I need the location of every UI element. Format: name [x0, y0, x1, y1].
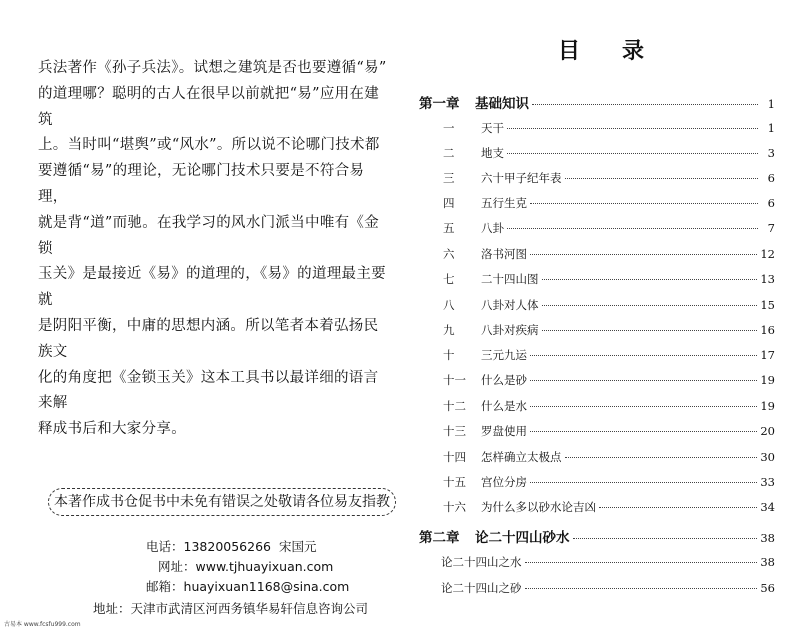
- toc-number: 七: [443, 272, 455, 286]
- toc-entry-title: 三元九运: [481, 348, 527, 362]
- leader-dots: [530, 482, 757, 483]
- toc-page-number: 6: [767, 196, 775, 210]
- toc-page-number: 17: [760, 348, 775, 362]
- leader-dots: [542, 279, 758, 280]
- paragraph-line: 玉关》是最接近《易》的道理的，《易》的道理最主要就: [38, 266, 386, 309]
- leader-dots: [525, 588, 758, 589]
- contact-name: 宋国元: [278, 539, 317, 554]
- toc-number: 一: [443, 121, 455, 135]
- toc-entry[interactable]: [419, 145, 775, 161]
- toc-number: 十: [443, 348, 455, 362]
- toc-entry-title: 地支: [481, 146, 504, 160]
- paragraph-line: 兵法著作《孙子兵法》。试想之建筑是否也要遵循“易”: [38, 60, 387, 76]
- toc-entry-title: 什么是水: [481, 399, 527, 413]
- toc-number: 十六: [443, 500, 466, 514]
- toc-entry-title: 宫位分房: [481, 475, 527, 489]
- email-link[interactable]: huayixuan1168@sina.com: [183, 579, 350, 594]
- body-paragraph: [38, 56, 388, 443]
- toc-number: 第二章: [419, 530, 460, 546]
- website-label: 网址：: [158, 559, 196, 574]
- right-page: [405, 0, 793, 631]
- toc-entry[interactable]: [419, 246, 775, 262]
- toc-page-number: 16: [760, 323, 775, 337]
- toc-number: 十三: [443, 424, 466, 438]
- toc-entry[interactable]: [419, 580, 775, 596]
- toc-chapter[interactable]: [419, 92, 775, 112]
- toc-entry-title: 论二十四山之砂: [441, 581, 522, 595]
- toc-page-number: 12: [760, 247, 775, 261]
- toc-number: 八: [443, 298, 455, 312]
- toc-page-number: 30: [760, 450, 775, 464]
- toc-entry-title: 八卦对疾病: [481, 323, 539, 337]
- phone-number[interactable]: 13820056266: [183, 539, 271, 554]
- toc-entry[interactable]: [419, 372, 775, 388]
- leader-dots: [565, 178, 759, 179]
- toc-page-number: 38: [760, 555, 775, 569]
- toc-number: 二: [443, 146, 455, 160]
- toc-entry[interactable]: [419, 499, 775, 515]
- toc-page-number: 19: [760, 399, 775, 413]
- toc-entry[interactable]: [419, 398, 775, 414]
- paragraph-line: 化的角度把《金锁玉关》这本工具书以最详细的语言来解: [38, 369, 379, 412]
- toc-number: 十一: [443, 373, 466, 387]
- leader-dots: [530, 203, 758, 204]
- toc-entry[interactable]: [419, 271, 775, 287]
- paragraph-line: 就是背“道”而驰。在我学习的风水门派当中唯有《金锁: [38, 214, 380, 257]
- leader-dots: [530, 380, 757, 381]
- toc-entry[interactable]: [419, 195, 775, 211]
- watermark: 古易本 www.fcsfu999.com: [4, 621, 81, 628]
- paragraph-line: 的道理哪？聪明的古人在很早以前就把“易”应用在建筑: [38, 85, 380, 128]
- toc-page-number: 33: [760, 475, 775, 489]
- toc-entry-title: 八卦对人体: [481, 298, 539, 312]
- toc-entry[interactable]: [419, 297, 775, 313]
- toc-page-number: 15: [760, 298, 775, 312]
- toc-page-number: 56: [760, 581, 775, 595]
- toc-entry[interactable]: [419, 423, 775, 439]
- leader-dots: [530, 254, 757, 255]
- paragraph-line: 是阴阳平衡，中庸的思想内涵。所以笔者本着弘扬民族文: [38, 317, 379, 360]
- toc-entry-title: 论二十四山砂水: [475, 530, 570, 546]
- leader-dots: [525, 562, 758, 563]
- leader-dots: [542, 330, 758, 331]
- toc-title: 目录: [558, 39, 687, 64]
- toc-entry-title: 为什么多以砂水论吉凶: [481, 500, 596, 514]
- toc-page-number: 38: [760, 531, 775, 545]
- toc-number: 五: [443, 221, 455, 235]
- leader-dots: [573, 538, 758, 539]
- toc-entry-title: 论二十四山之水: [441, 555, 522, 569]
- toc-entry-title: 罗盘使用: [481, 424, 527, 438]
- leader-dots: [530, 355, 757, 356]
- toc-entry-title: 怎样确立太极点: [481, 450, 562, 464]
- toc-page-number: 34: [760, 500, 775, 514]
- toc-entry[interactable]: [419, 449, 775, 465]
- toc-entry-title: 天干: [481, 121, 504, 135]
- leader-dots: [507, 153, 758, 154]
- toc-entry-title: 六十甲子纪年表: [481, 171, 562, 185]
- toc-page-number: 7: [767, 221, 775, 235]
- toc-entry-title: 洛书河图: [481, 247, 527, 261]
- toc-chapter[interactable]: [419, 526, 775, 546]
- toc-page-number: 6: [767, 171, 775, 185]
- toc-entry[interactable]: [419, 322, 775, 338]
- paragraph-line: 释成书后和大家分享。: [38, 421, 186, 438]
- email-label: 邮箱：: [146, 579, 184, 594]
- leader-dots: [507, 228, 758, 229]
- toc-number: 六: [443, 247, 455, 261]
- errata-notice-box: 本著作成书仓促书中未免有错误之处敬请各位易友指教: [48, 488, 396, 516]
- toc-number: 三: [443, 171, 455, 185]
- toc-entry-title: 基础知识: [475, 96, 529, 112]
- toc-entry[interactable]: [419, 170, 775, 186]
- toc-entry-title: 二十四山图: [481, 272, 539, 286]
- leader-dots: [532, 104, 758, 105]
- toc-entry[interactable]: [419, 220, 775, 236]
- toc-entry-title: 什么是砂: [481, 373, 527, 387]
- toc-number: 十四: [443, 450, 466, 464]
- toc-number: 十二: [443, 399, 466, 413]
- toc-entry[interactable]: [419, 347, 775, 363]
- toc-page-number: 19: [760, 373, 775, 387]
- paragraph-line: 上。当时叫“堪舆”或“风水”。所以说不论哪门技术都: [38, 137, 380, 154]
- toc-entry-title: 五行生克: [481, 196, 527, 210]
- toc-entry-title: 八卦: [481, 221, 504, 235]
- toc-number: 十五: [443, 475, 466, 489]
- website-link[interactable]: www.tjhuayixuan.com: [195, 559, 334, 574]
- phone-label: 电话：: [146, 539, 184, 554]
- address-text: 天津市武清区河西务镇华易轩信息咨询公司: [130, 601, 369, 616]
- leader-dots: [542, 305, 758, 306]
- toc-page-number: 20: [760, 424, 775, 438]
- toc-page-number: 1: [767, 97, 775, 111]
- leader-dots: [507, 128, 758, 129]
- address-label: 地址：: [93, 601, 131, 616]
- toc-number: 第一章: [419, 96, 460, 112]
- toc-entry[interactable]: [419, 474, 775, 490]
- leader-dots: [565, 457, 758, 458]
- leader-dots: [530, 431, 757, 432]
- leader-dots: [530, 406, 757, 407]
- toc-page-number: 3: [767, 146, 775, 160]
- toc-entry[interactable]: [419, 554, 775, 570]
- paragraph-line: 要遵循“易”的理论，无论哪门技术只要是不符合易理，: [38, 163, 365, 205]
- toc-page-number: 1: [767, 121, 775, 135]
- toc-number: 九: [443, 323, 455, 337]
- toc-number: 四: [443, 196, 455, 210]
- toc-entry[interactable]: [419, 120, 775, 136]
- toc-page-number: 13: [760, 272, 775, 286]
- leader-dots: [599, 507, 757, 508]
